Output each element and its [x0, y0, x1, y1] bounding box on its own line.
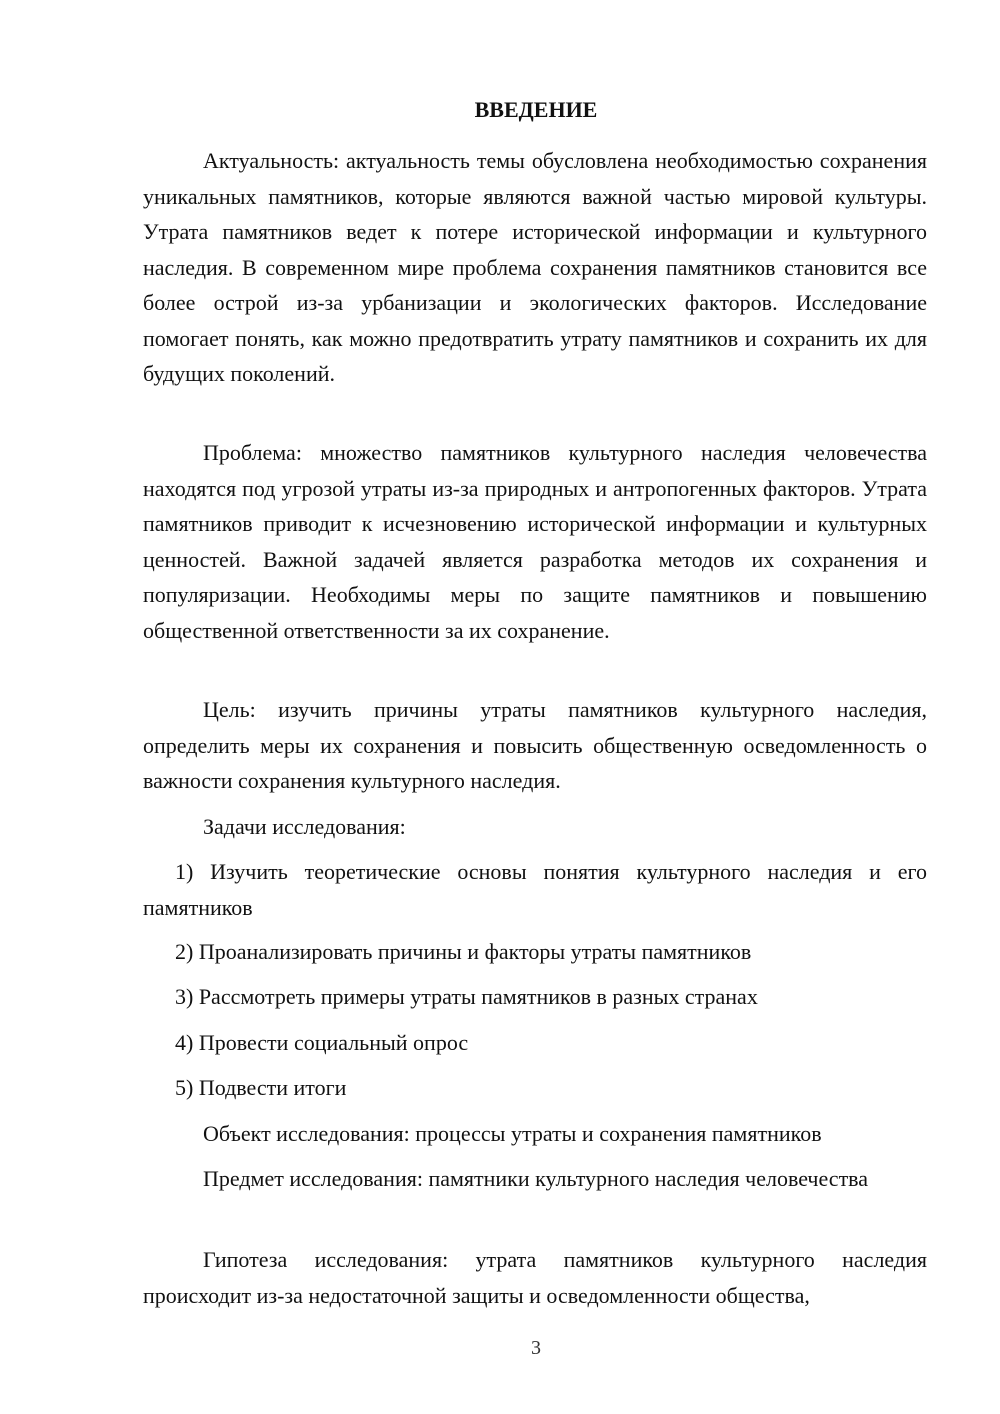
- task-item-5: 5) Подвести итоги: [175, 1075, 347, 1100]
- object-paragraph: Объект исследования: процессы утраты и сохранения памятников: [203, 1121, 822, 1146]
- task-item-4: 4) Провести социальный опрос: [175, 1030, 469, 1055]
- task-item-1: 1) Изучить теоретические основы понятия культурного наследия и его памятников: [143, 859, 927, 920]
- section-heading: ВВЕДЕНИЕ: [474, 97, 598, 122]
- problem-paragraph: Проблема: множество памятников культурного наследия человечества находятся под угрозой утраты из-за природных и антропогенных факторов. Утрата памятников приводит к исчезновению исторической информации и культурных ценностей. Важной задачей является разработка методов их сохранения и популяризации. Необходимы меры по защите памятников и повышению общественной ответственности за их сохранение.: [143, 440, 927, 643]
- subject-paragraph: Предмет исследования: памятники культурного наследия человечества: [203, 1166, 869, 1191]
- page-number: 3: [531, 1337, 541, 1359]
- tasks-heading: Задачи исследования:: [203, 814, 406, 839]
- task-item-2: 2) Проанализировать причины и факторы утраты памятников: [175, 939, 752, 964]
- hypothesis-paragraph: Гипотеза исследования: утрата памятников культурного наследия происходит из-за недостаточной защиты и осведомленности общества,: [143, 1247, 927, 1308]
- goal-paragraph: Цель: изучить причины утраты памятников культурного наследия, определить меры их сохранения и повысить общественную осведомленность о важности сохранения культурного наследия.: [143, 697, 927, 793]
- task-item-3: 3) Рассмотреть примеры утраты памятников в разных странах: [175, 984, 758, 1009]
- relevance-paragraph: Актуальность: актуальность темы обусловлена необходимостью сохранения уникальных памятников, которые являются важной частью мировой культуры. Утрата памятников ведет к потере исторической информации и культурного наследия. В современном мире проблема сохранения памятников становится все более острой из-за урбанизации и экологических факторов. Исследование помогает понять, как можно предотвратить утрату памятников и сохранить их для будущих поколений.: [143, 148, 927, 386]
